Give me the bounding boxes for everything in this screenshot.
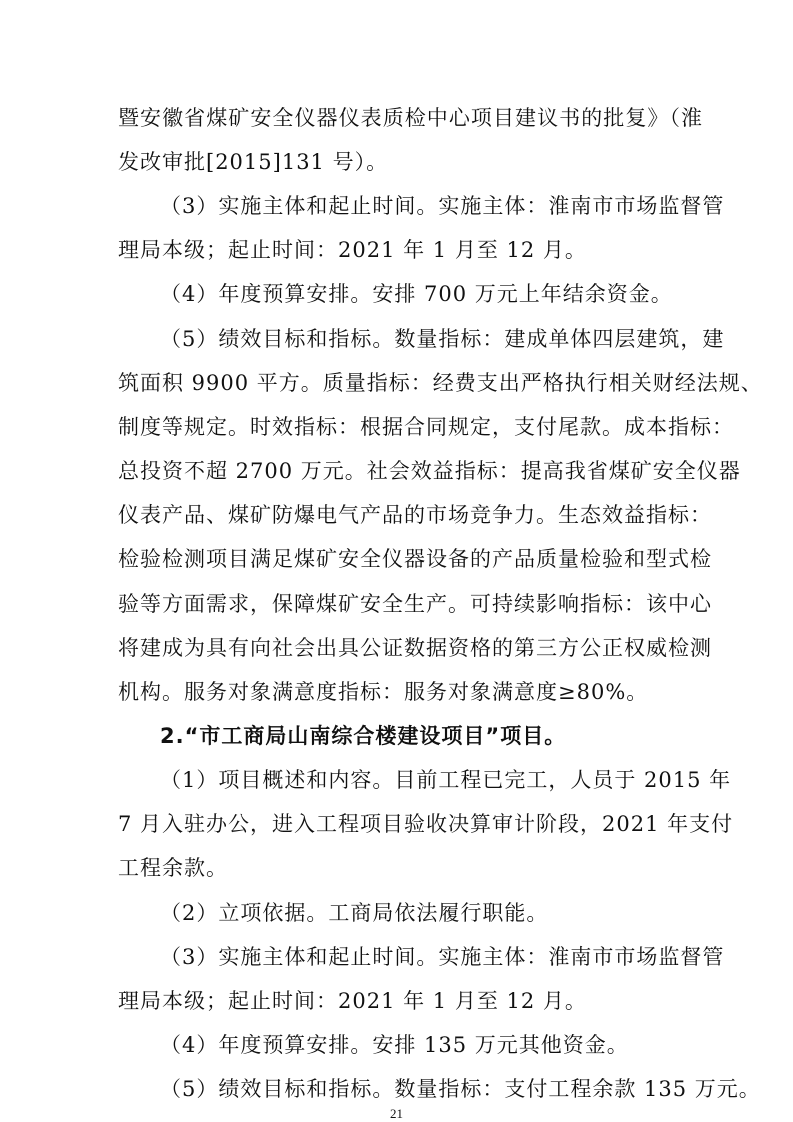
body-text-line: 暨安徽省煤矿安全仪器仪表质检中心项目建议书的批复》（淮	[118, 106, 703, 130]
body-text-line: 将建成为具有向社会出具公证数据资格的第三方公正权威检测	[118, 636, 712, 660]
body-text-line: 筑面积 9900 平方。质量指标：经费支出严格执行相关财经法规、	[118, 371, 763, 395]
body-text-line: 理局本级；起止时间：2021 年 1 月至 12 月。	[118, 238, 587, 262]
body-text-line: （3）实施主体和起止时间。实施主体：淮南市市场监督管	[160, 945, 725, 969]
body-text-line: （3）实施主体和起止时间。实施主体：淮南市市场监督管	[160, 194, 725, 218]
section-heading: 2.“市工商局山南综合楼建设项目”项目。	[160, 724, 567, 748]
page-number: 21	[390, 1106, 403, 1121]
body-text-line: 总投资不超 2700 万元。社会效益指标：提高我省煤矿安全仪器	[118, 459, 741, 483]
body-text-line: （4）年度预算安排。安排 700 万元上年结余资金。	[160, 282, 673, 306]
body-text-line: （2）立项依据。工商局依法履行职能。	[160, 901, 549, 925]
body-text-line: 7 月入驻办公，进入工程项目验收决算审计阶段，2021 年支付	[118, 812, 734, 836]
body-text-line: 验等方面需求，保障煤矿安全生产。可持续影响指标：该中心	[118, 592, 712, 616]
body-text-line: 理局本级；起止时间：2021 年 1 月至 12 月。	[118, 989, 587, 1013]
body-text-line: 制度等规定。时效指标：根据合同规定，支付尾款。成本指标：	[118, 415, 734, 439]
body-text-line: （1）项目概述和内容。目前工程已完工，人员于 2015 年	[160, 768, 732, 792]
body-text-line: 机构。服务对象满意度指标：服务对象满意度≥80%。	[118, 680, 649, 704]
body-text-line: （5）绩效目标和指标。数量指标：支付工程余款 135 万元。	[160, 1077, 761, 1101]
body-text-line: （4）年度预算安排。安排 135 万元其他资金。	[160, 1033, 629, 1057]
body-text-line: 工程余款。	[118, 856, 228, 880]
body-text-line: （5）绩效目标和指标。数量指标：建成单体四层建筑，建	[160, 327, 725, 351]
body-text-line: 检验检测项目满足煤矿安全仪器设备的产品质量检验和型式检	[118, 547, 712, 571]
body-text-line: 发改审批[2015]131 号）。	[118, 150, 389, 174]
body-text-line: 仪表产品、煤矿防爆电气产品的市场竞争力。生态效益指标：	[118, 503, 712, 527]
